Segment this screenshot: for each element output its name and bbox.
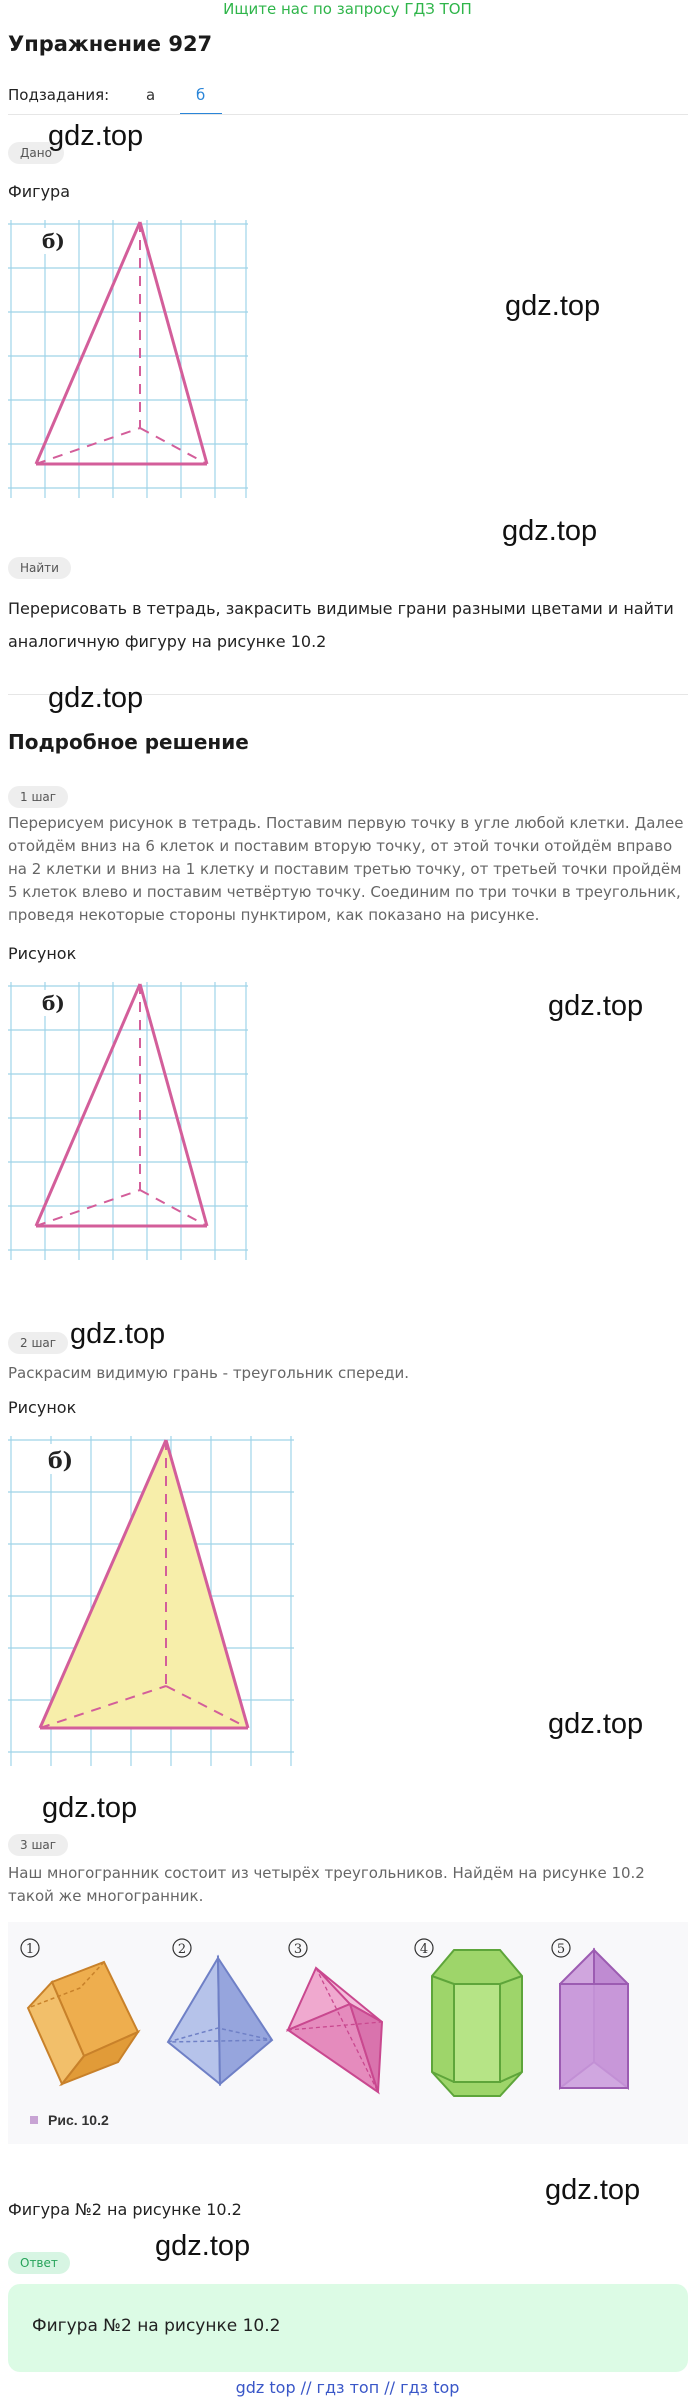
figure-tag: б)	[42, 229, 65, 253]
step3-text: Наш многогранник состоит из четырёх треугольников. Найдём на рисунке 10.2 такой же многогранник.	[8, 1864, 645, 1905]
grid-lines	[8, 982, 248, 1260]
given-figure	[8, 220, 248, 498]
figure-10-2	[8, 1922, 688, 2144]
caption-marker	[30, 2116, 38, 2124]
grid-lines	[8, 220, 248, 498]
given-figure-label: Фигура	[8, 182, 71, 201]
watermark: gdz.top	[48, 120, 144, 152]
shape-number: 4	[419, 1942, 429, 1957]
watermark: gdz.top	[48, 682, 144, 714]
shape-number: 5	[556, 1942, 566, 1957]
shape-number: 2	[177, 1942, 187, 1957]
shape-number: 1	[25, 1942, 35, 1957]
watermark: gdz.top	[70, 1318, 166, 1350]
watermark: gdz.top	[548, 990, 644, 1022]
watermark: gdz.top	[155, 2230, 251, 2262]
step1-pill: 1 шаг	[8, 786, 68, 808]
figure-tag: б)	[42, 991, 65, 1015]
find-pill: Найти	[8, 557, 71, 579]
step2-pill: 2 шаг	[8, 1332, 68, 1354]
watermark: gdz.top	[545, 2174, 641, 2206]
step3-result: Фигура №2 на рисунке 10.2	[8, 2200, 242, 2219]
subtasks-label: Подзадания:	[8, 86, 110, 104]
answer-pill: Ответ	[8, 2252, 70, 2274]
footer-links[interactable]: gdz top // гдз топ // гдз top	[235, 2378, 460, 2397]
answer-text: Фигура №2 на рисунке 10.2	[32, 2316, 281, 2336]
subtask-tab-a[interactable]: а	[146, 86, 156, 104]
find-text: Перерисовать в тетрадь, закрасить видимые грани разными цветами и найти аналогичную фигуру на рисунке 10.2	[8, 599, 674, 651]
step1-figure	[8, 982, 248, 1260]
watermark: gdz.top	[505, 290, 601, 322]
step2-figure-label: Рисунок	[8, 1398, 77, 1417]
top-banner[interactable]: Ищите нас по запросу ГДЗ ТОП	[223, 0, 472, 18]
figure-caption: Рис. 10.2	[48, 2112, 109, 2128]
tabs-divider	[8, 114, 688, 115]
solution-heading: Подробное решение	[8, 730, 249, 754]
given-pill: Дано	[8, 142, 64, 164]
watermark: gdz.top	[502, 515, 598, 547]
step3-pill: 3 шаг	[8, 1834, 68, 1856]
page-title: Упражнение 927	[8, 32, 213, 56]
watermark: gdz.top	[42, 1792, 138, 1824]
front-face-fill	[40, 1440, 248, 1728]
figure-tag: б)	[48, 1448, 74, 1474]
step2-figure	[8, 1436, 294, 1766]
subtask-tab-b[interactable]: б	[196, 86, 206, 104]
watermark: gdz.top	[548, 1708, 644, 1740]
step2-text: Раскрасим видимую грань - треугольник спереди.	[8, 1364, 409, 1382]
shape-number: 3	[293, 1942, 303, 1957]
step1-figure-label: Рисунок	[8, 944, 77, 963]
step1-text: Перерисуем рисунок в тетрадь. Поставим первую точку в угле любой клетки. Далее отойдём вниз на 6 клеток и поставим вторую точку, от этой точки отойдём вправо на 2 клетки и вниз на 1 клетку и поставим третью точку, от третьей точки пройдём 5 клеток влево и поставим четвёртую точку. Соединим по три точки в треугольник, проведя некоторые стороны пунктиром, как показано на рисунке.	[8, 814, 684, 924]
